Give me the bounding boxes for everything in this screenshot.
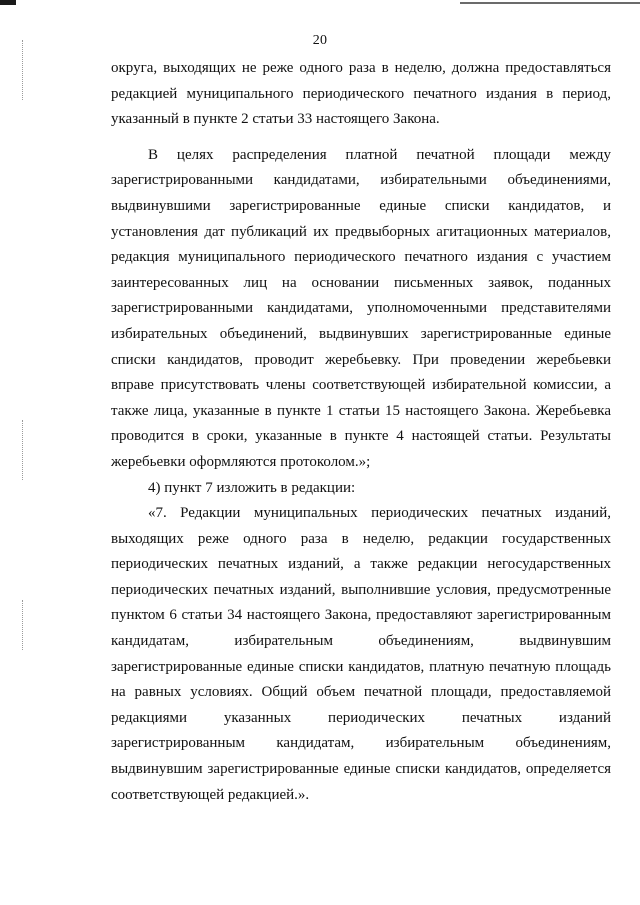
text-line: выдвинувшим зарегистрированные единые списки кандидатов, определяется [111,761,611,778]
text-line: пунктом 6 статьи 34 настоящего Закона, предоставляют зарегистрированным [111,607,611,624]
scan-corner-mark [0,0,16,5]
paragraph [111,476,611,502]
text-line: списки кандидатов, проводит жеребьевку. При проведении жеребьевки [111,351,611,368]
paragraph [111,56,611,133]
text-line: кандидатам, избирательным объединениям, выдвинувшим [111,633,611,650]
text-line: периодических печатных изданий, выполнившие условия, предусмотренные [111,581,611,598]
text-line: заинтересованных лиц на основании письменных заявок, поданных [111,274,611,291]
text-line: редакция муниципального периодического печатного издания с участием [111,249,611,266]
document-body [111,56,611,808]
text-line: вправе присутствовать члены соответствующей избирательной комиссии, а [111,377,611,394]
text-line: редакциями указанных периодических печатных изданий [111,709,611,726]
text-line: жеребьевки оформляются протоколом.»; [111,453,371,470]
text-line: зарегистрированные единые списки кандидатов, платную печатную площадь [111,658,611,675]
text-line: зарегистрированным кандидатам, избирательным объединениям, [111,735,611,752]
text-line: также лица, указанные в пункте 1 статьи 15 настоящего Закона. Жеребьевка [111,402,611,419]
text-line: округа, выходящих не реже одного раза в неделю, должна предоставляться [111,60,611,76]
text-line: соответствующей редакцией.». [111,786,310,803]
text-line: выдвинувшими зарегистрированные единые списки кандидатов, и [111,197,611,214]
text-line: «7. Редакции муниципальных периодических печатных изданий, [148,505,611,522]
text-line: проводится в сроки, указанные в пункте 4 настоящей статьи. Результаты [111,428,611,445]
paragraph [111,501,611,808]
text-line: установления дат публикаций их предвыборных агитационных материалов, [111,223,611,240]
text-line: избирательных объединений, выдвинувших зарегистрированные единые [111,325,611,342]
page-number: 20 [312,33,328,48]
scan-top-rule [460,2,640,4]
text-line: указанный в пункте 2 статьи 33 настоящего Закона. [111,111,440,128]
text-line: 4) пункт 7 изложить в редакции: [148,479,356,496]
scan-margin-dots [22,420,23,480]
scan-margin-dots [22,600,23,650]
text-line: зарегистрированными кандидатами, уполномоченными представителями [111,300,611,317]
text-line: периодических печатных изданий, а также редакции негосударственных [111,556,611,573]
text-line: редакцией муниципального периодического печатного издания в период, [111,85,611,102]
text-line: В целях распределения платной печатной площади между [148,146,611,163]
text-line: на равных условиях. Общий объем печатной площади, предоставляемой [111,684,611,701]
scan-margin-dots [22,40,23,100]
paragraph [111,143,611,476]
text-line: выходящих реже одного раза в неделю, редакции государственных [111,530,611,547]
text-line: зарегистрированными кандидатами, избирательными объединениями, [111,172,611,189]
